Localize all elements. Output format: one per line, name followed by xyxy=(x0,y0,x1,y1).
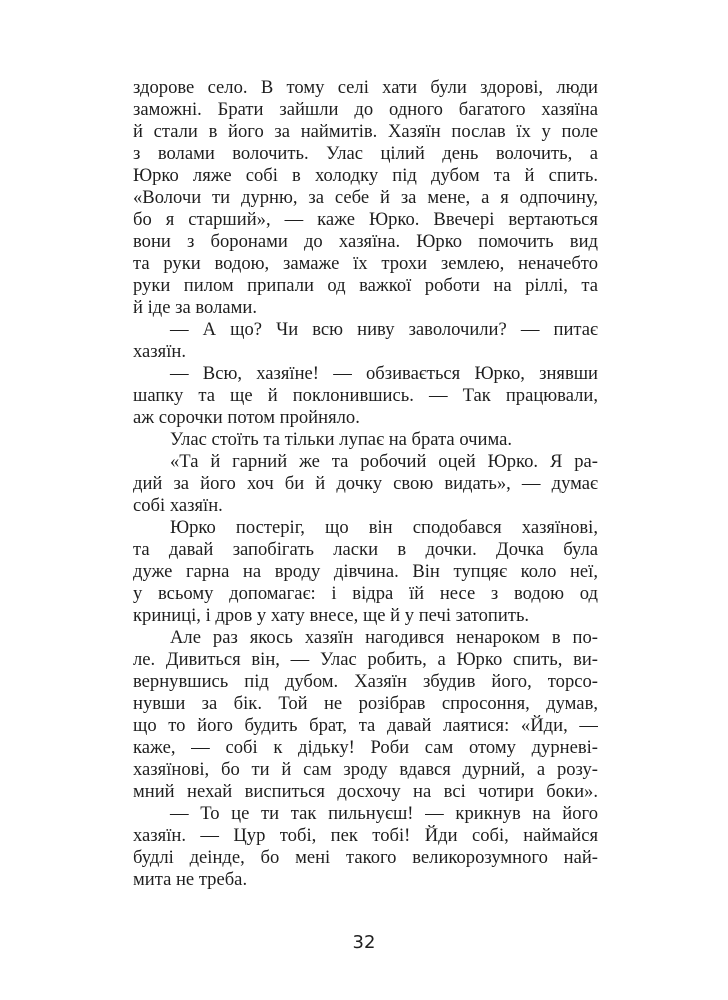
text-line: собі хазяїн. xyxy=(133,495,223,516)
text-line: ле. Дивиться він, — Улас робить, а Юрко спить, ви- xyxy=(133,649,598,670)
text-line: хазяїнові, бо ти й сам зроду вдався дурний, а розу- xyxy=(133,759,598,780)
text-line: вернувшись під дубом. Хазяїн збудив його, торсо- xyxy=(133,671,598,692)
text-line: руки пилом припали од важкої роботи на ріллі, та xyxy=(133,275,598,296)
text-line: дий за його хоч би й дочку свою видать», — думає xyxy=(133,473,598,494)
text-line: Улас стоїть та тільки лупає на брата очима. xyxy=(170,429,512,450)
text-line: нувши за бік. Той не розібрав спросоння, думав, xyxy=(133,693,598,714)
text-line: та руки водою, замаже їх трохи землею, неначебто xyxy=(133,253,598,274)
text-line: «Волочи ти дурню, за себе й за мене, а я одпочину, xyxy=(133,187,598,208)
text-line: мита не треба. xyxy=(133,869,248,890)
text-line: з волами волочить. Улас цілий день волочить, а xyxy=(133,143,598,164)
text-line: будлі деінде, бо мені такого великорозумного най- xyxy=(133,847,598,868)
text-line: й стали в його за наймитів. Хазяїн послав їх у поле xyxy=(133,121,598,142)
text-line: шапку та ще й поклонившись. — Так працювали, xyxy=(133,385,598,406)
text-line: й іде за волами. xyxy=(133,297,257,318)
body-text xyxy=(133,77,598,891)
text-line: у всьому допомагає: і відра їй несе з водою од xyxy=(133,583,598,604)
text-line: вони з боронами до хазяїна. Юрко помочить вид xyxy=(133,231,598,252)
text-line: «Та й гарний же та робочий оцей Юрко. Я ра- xyxy=(170,451,598,472)
text-line: хазяїн. xyxy=(133,341,186,362)
text-line: каже, — собі к дідьку! Роби сам отому дурневі- xyxy=(133,737,598,758)
text-line: аж сорочки потом пройняло. xyxy=(133,407,360,428)
text-line: заможні. Брати зайшли до одного багатого хазяїна xyxy=(133,99,598,120)
text-line: бо я старший», — каже Юрко. Ввечері вертаються xyxy=(133,209,598,230)
text-line: та давай запобігать ласки в дочки. Дочка була xyxy=(133,539,598,560)
text-line: дуже гарна на вроду дівчина. Він тупцяє коло неї, xyxy=(133,561,598,582)
text-line: — Всю, хазяїне! — обзивається Юрко, знявши xyxy=(170,363,598,384)
text-line: хазяїн. — Цур тобі, пек тобі! Йди собі, наймайся xyxy=(133,825,598,846)
text-line: Юрко ляже собі в холодку під дубом та й спить. xyxy=(133,165,598,186)
text-line: що то його будить брат, та давай лаятися: «Йди, — xyxy=(133,715,598,736)
text-line: здорове село. В тому селі хати були здорові, люди xyxy=(133,77,598,98)
text-line: Але раз якось хазяїн нагодився ненароком в по- xyxy=(170,627,598,648)
text-line: криниці, і дров у хату внесе, ще й у печі затопить. xyxy=(133,605,530,626)
text-line: мний нехай виспиться досхочу на всі чотири боки». xyxy=(133,781,598,802)
text-line: Юрко постеріг, що він сподобався хазяїнові, xyxy=(170,517,598,538)
text-line: — То це ти так пильнуєш! — крикнув на його xyxy=(170,803,598,824)
text-line: — А що? Чи всю ниву заволочили? — питає xyxy=(170,319,598,340)
page-number: 32 xyxy=(352,932,376,953)
